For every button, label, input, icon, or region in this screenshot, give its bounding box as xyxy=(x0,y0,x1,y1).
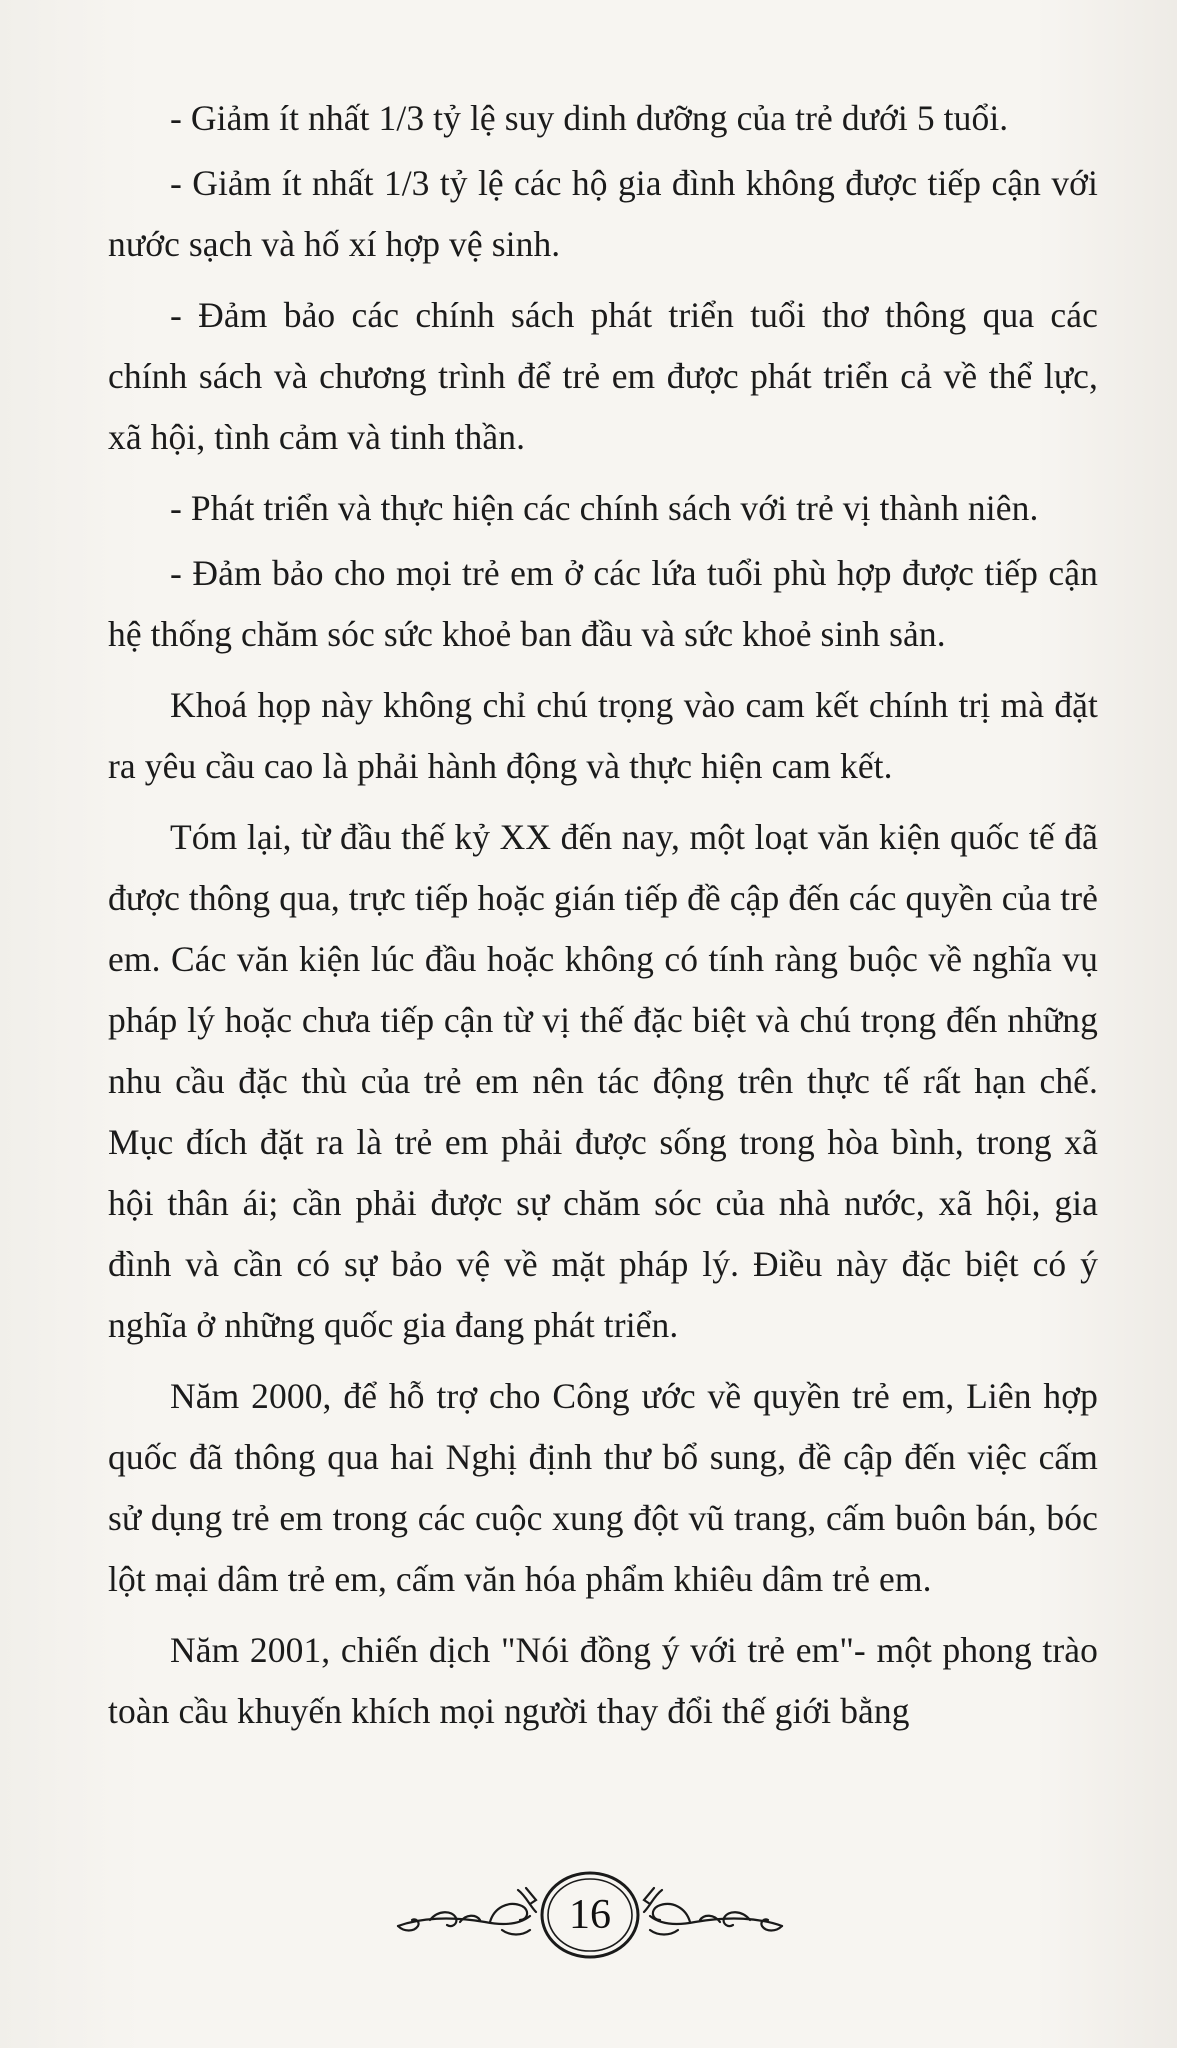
page-footer-ornament xyxy=(390,1860,790,1970)
paragraph-bullet-health-care: - Đảm bảo cho mọi trẻ em ở các lứa tuổi phù hợp được tiếp cận hệ thống chăm sóc sức khoẻ ban đầu và sức khoẻ sinh sản. xyxy=(108,553,1098,654)
body-text xyxy=(108,88,1098,1752)
paragraph-bullet-clean-water: - Giảm ít nhất 1/3 tỷ lệ các hộ gia đình không được tiếp cận với nước sạch và hố xí hợp vệ sinh. xyxy=(108,163,1098,264)
paragraph-summary: Tóm lại, từ đầu thế kỷ XX đến nay, một loạt văn kiện quốc tế đã được thông qua, trực tiếp hoặc gián tiếp đề cập đến các quyền của trẻ em. Các văn kiện lúc đầu hoặc không có tính ràng buộc về nghĩa vụ pháp lý hoặc chưa tiếp cận từ vị thế đặc biệt và chú trọng đến những nhu cầu đặc thù của trẻ em nên tác động trên thực tế rất hạn chế. Mục đích đặt ra là trẻ em phải được sống trong hòa bình, trong xã hội thân ái; cần phải được sự chăm sóc của nhà nước, xã hội, gia đình và cần có sự bảo vệ về mặt pháp lý. Điều này đặc biệt có ý nghĩa ở những quốc gia đang phát triển. xyxy=(108,817,1098,1345)
paragraph-bullet-malnutrition: - Giảm ít nhất 1/3 tỷ lệ suy dinh dưỡng của trẻ dưới 5 tuổi. xyxy=(170,98,1009,138)
paragraph-bullet-childhood-policy: - Đảm bảo các chính sách phát triển tuổi thơ thông qua các chính sách và chương trình để trẻ em được phát triển cả về thể lực, xã hội, tình cảm và tinh thần. xyxy=(108,295,1098,457)
paragraph-session-commitment: Khoá họp này không chỉ chú trọng vào cam kết chính trị mà đặt ra yêu cầu cao là phải hành động và thực hiện cam kết. xyxy=(108,685,1098,786)
paragraph-year-2000: Năm 2000, để hỗ trợ cho Công ước về quyền trẻ em, Liên hợp quốc đã thông qua hai Nghị định thư bổ sung, đề cập đến việc cấm sử dụng trẻ em trong các cuộc xung đột vũ trang, cấm buôn bán, bóc lột mại dâm trẻ em, cấm văn hóa phẩm khiêu dâm trẻ em. xyxy=(108,1376,1098,1599)
paragraph-bullet-adolescent-policy: - Phát triển và thực hiện các chính sách với trẻ vị thành niên. xyxy=(170,488,1039,528)
page-number: 16 xyxy=(569,1892,611,1938)
paragraph-year-2001: Năm 2001, chiến dịch "Nói đồng ý với trẻ em"- một phong trào toàn cầu khuyến khích mọi người thay đổi thế giới bằng xyxy=(108,1630,1098,1731)
